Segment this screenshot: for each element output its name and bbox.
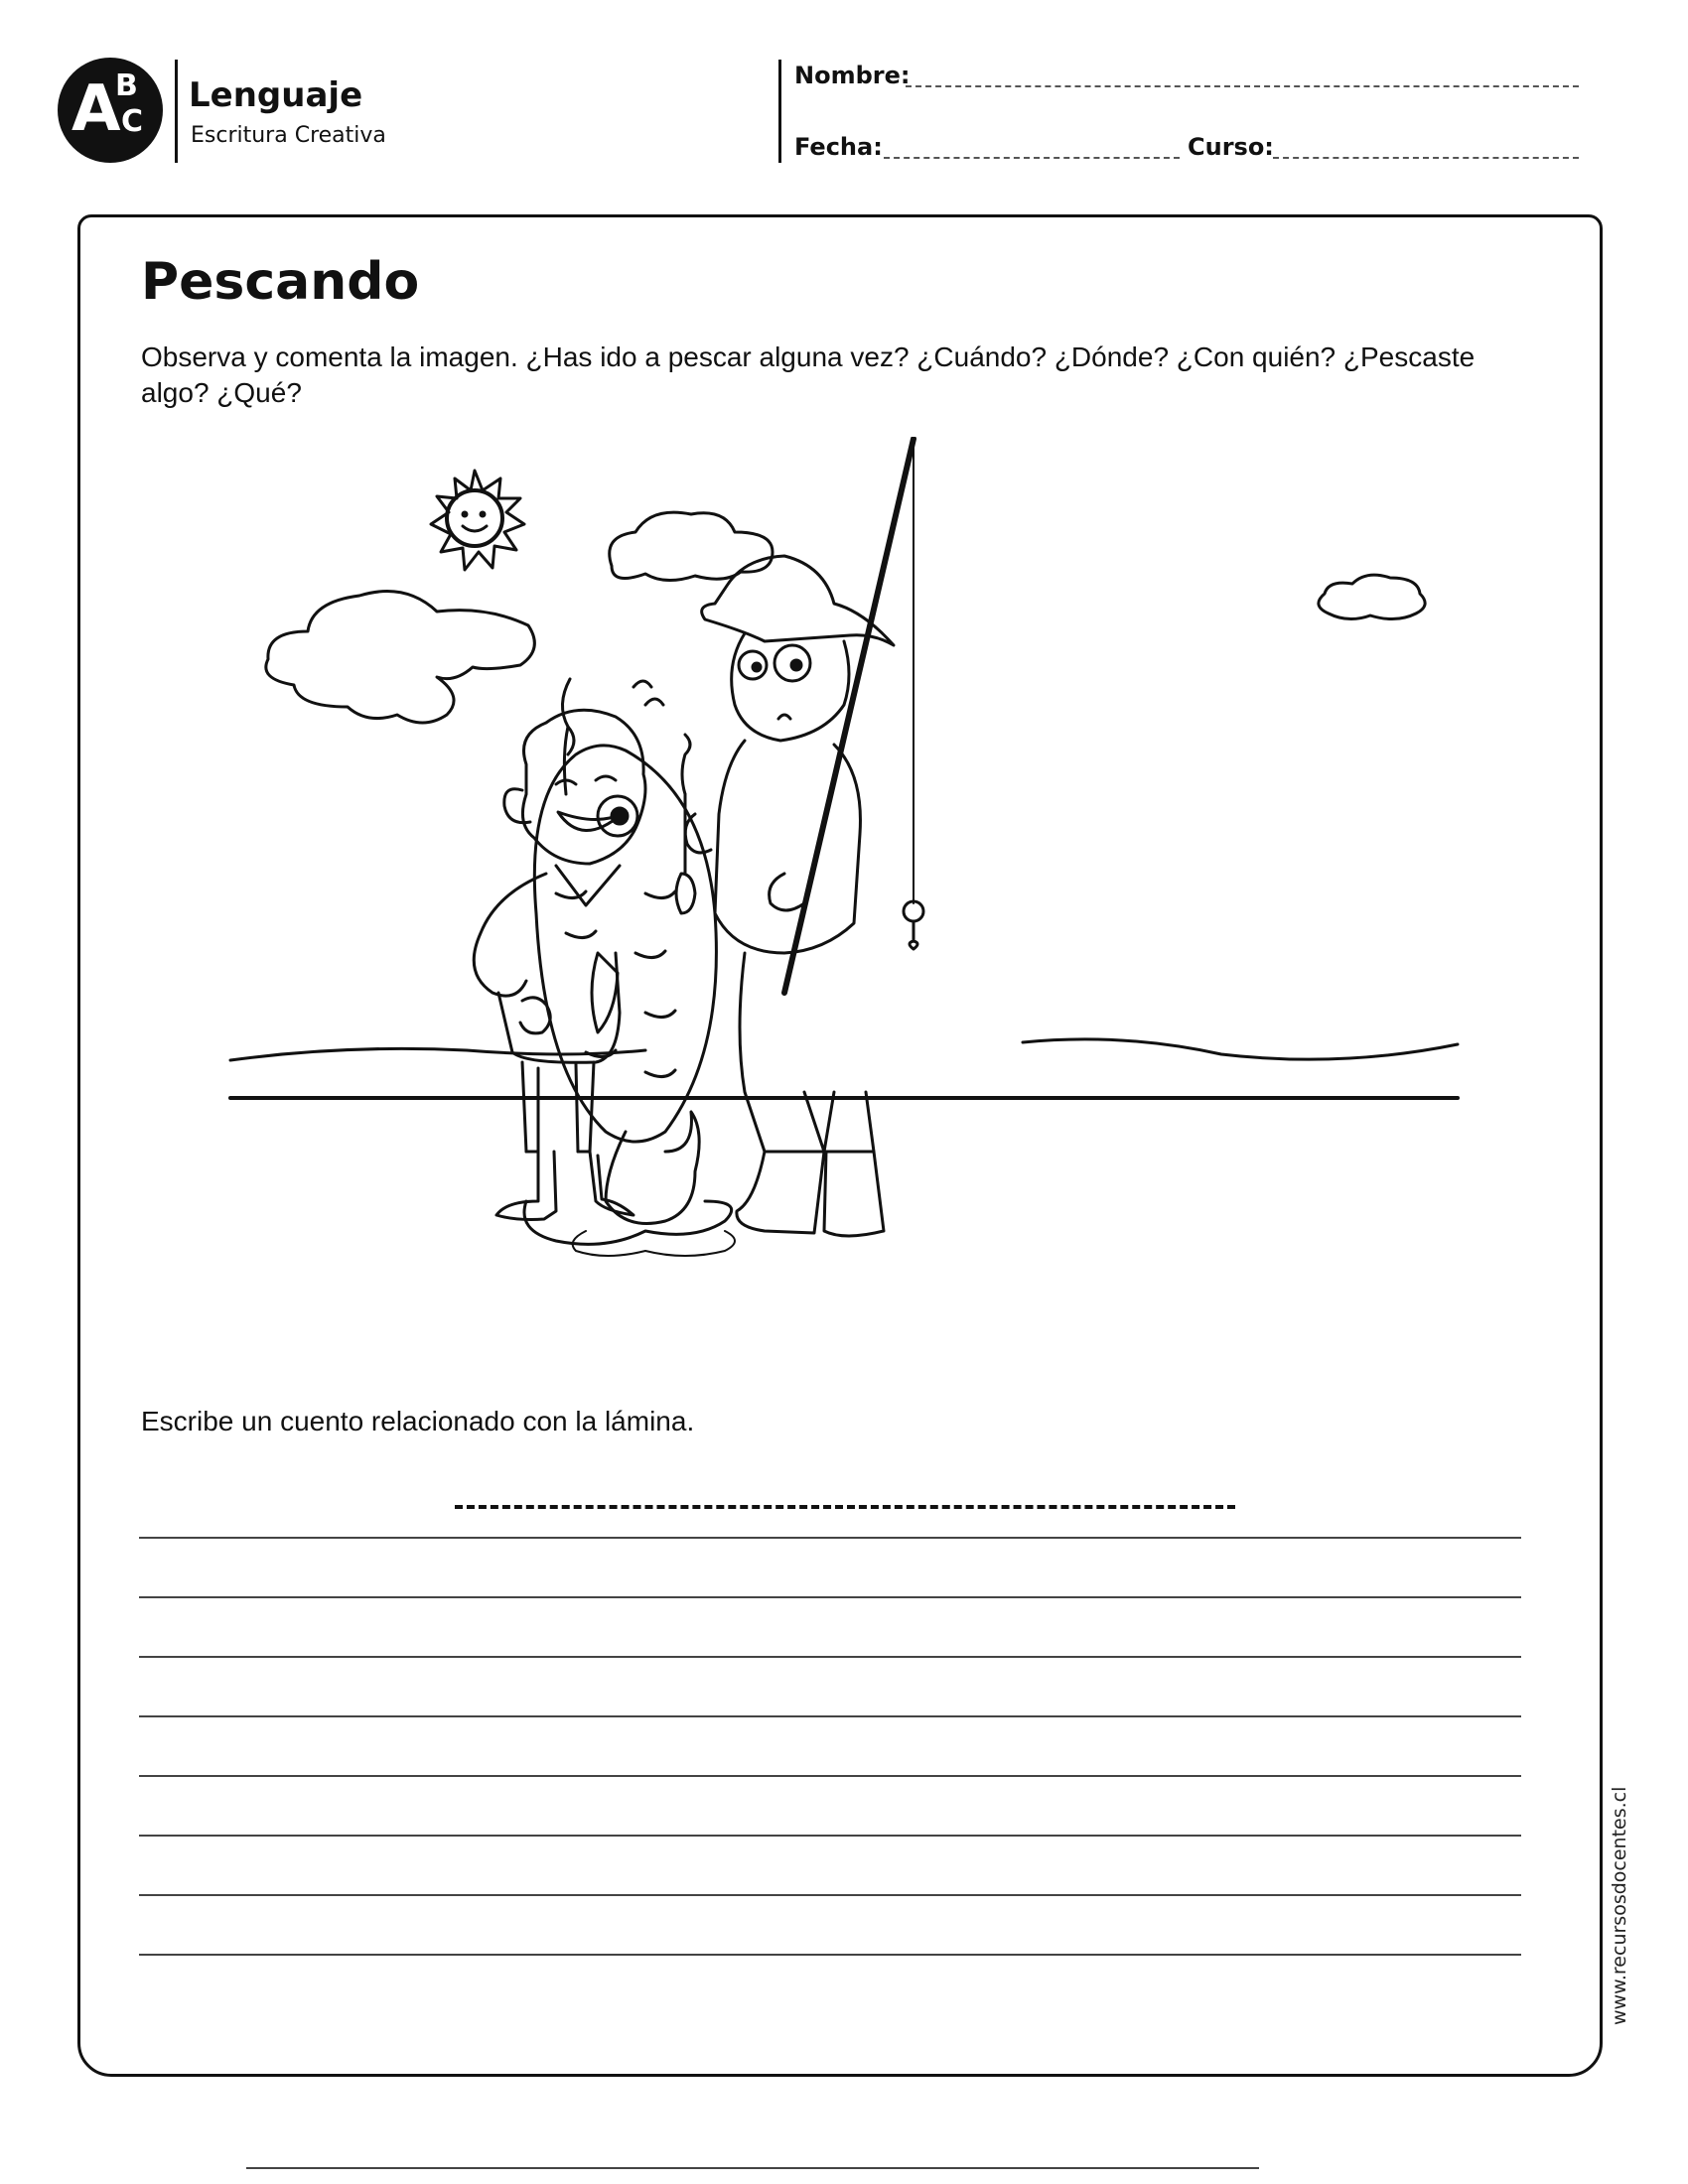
writing-line[interactable] — [139, 1715, 1521, 1717]
logo-letter-c: C — [121, 104, 144, 139]
writing-line[interactable] — [139, 1954, 1521, 1956]
instruction-text: Observa y comenta la imagen. ¿Has ido a pescar alguna vez? ¿Cuándo? ¿Dónde? ¿Con quién? ¿Pescaste algo? ¿Qué? — [141, 341, 1476, 408]
footer-line — [246, 2167, 1259, 2169]
writing-line[interactable] — [139, 1596, 1521, 1598]
website-credit: www.recursosdocentes.cl — [1609, 1786, 1630, 2025]
abc-logo — [58, 58, 163, 163]
writing-line[interactable] — [139, 1656, 1521, 1658]
header-divider-right — [778, 60, 781, 163]
cloud-icon — [610, 512, 773, 580]
course-label: Curso: — [1188, 133, 1274, 161]
writing-line[interactable] — [139, 1775, 1521, 1777]
logo-letter-b: B — [115, 68, 138, 103]
cloud-icon — [266, 592, 535, 723]
subject-title: Lenguaje — [189, 75, 363, 115]
fishing-illustration — [228, 437, 1460, 1360]
writing-line[interactable] — [139, 1894, 1521, 1896]
story-title-line[interactable] — [455, 1505, 1235, 1509]
sun-icon — [431, 471, 524, 570]
course-field[interactable] — [1273, 157, 1579, 159]
writing-line[interactable] — [139, 1537, 1521, 1539]
date-label: Fecha: — [794, 133, 883, 161]
date-field[interactable] — [884, 157, 1180, 159]
horizon-line — [230, 1048, 645, 1060]
logo-letter-a: A — [71, 72, 121, 146]
task-prompt: Escribe un cuento relacionado con la lámina. — [141, 1406, 695, 1436]
worksheet-title: Pescando — [141, 252, 420, 312]
writing-line[interactable] — [139, 1835, 1521, 1837]
name-label: Nombre: — [794, 62, 911, 89]
header-divider — [175, 60, 178, 163]
subject-subtitle: Escritura Creativa — [191, 123, 386, 148]
name-field[interactable] — [906, 85, 1579, 87]
cloud-icon — [1319, 575, 1425, 618]
fishing-rod — [784, 439, 914, 993]
